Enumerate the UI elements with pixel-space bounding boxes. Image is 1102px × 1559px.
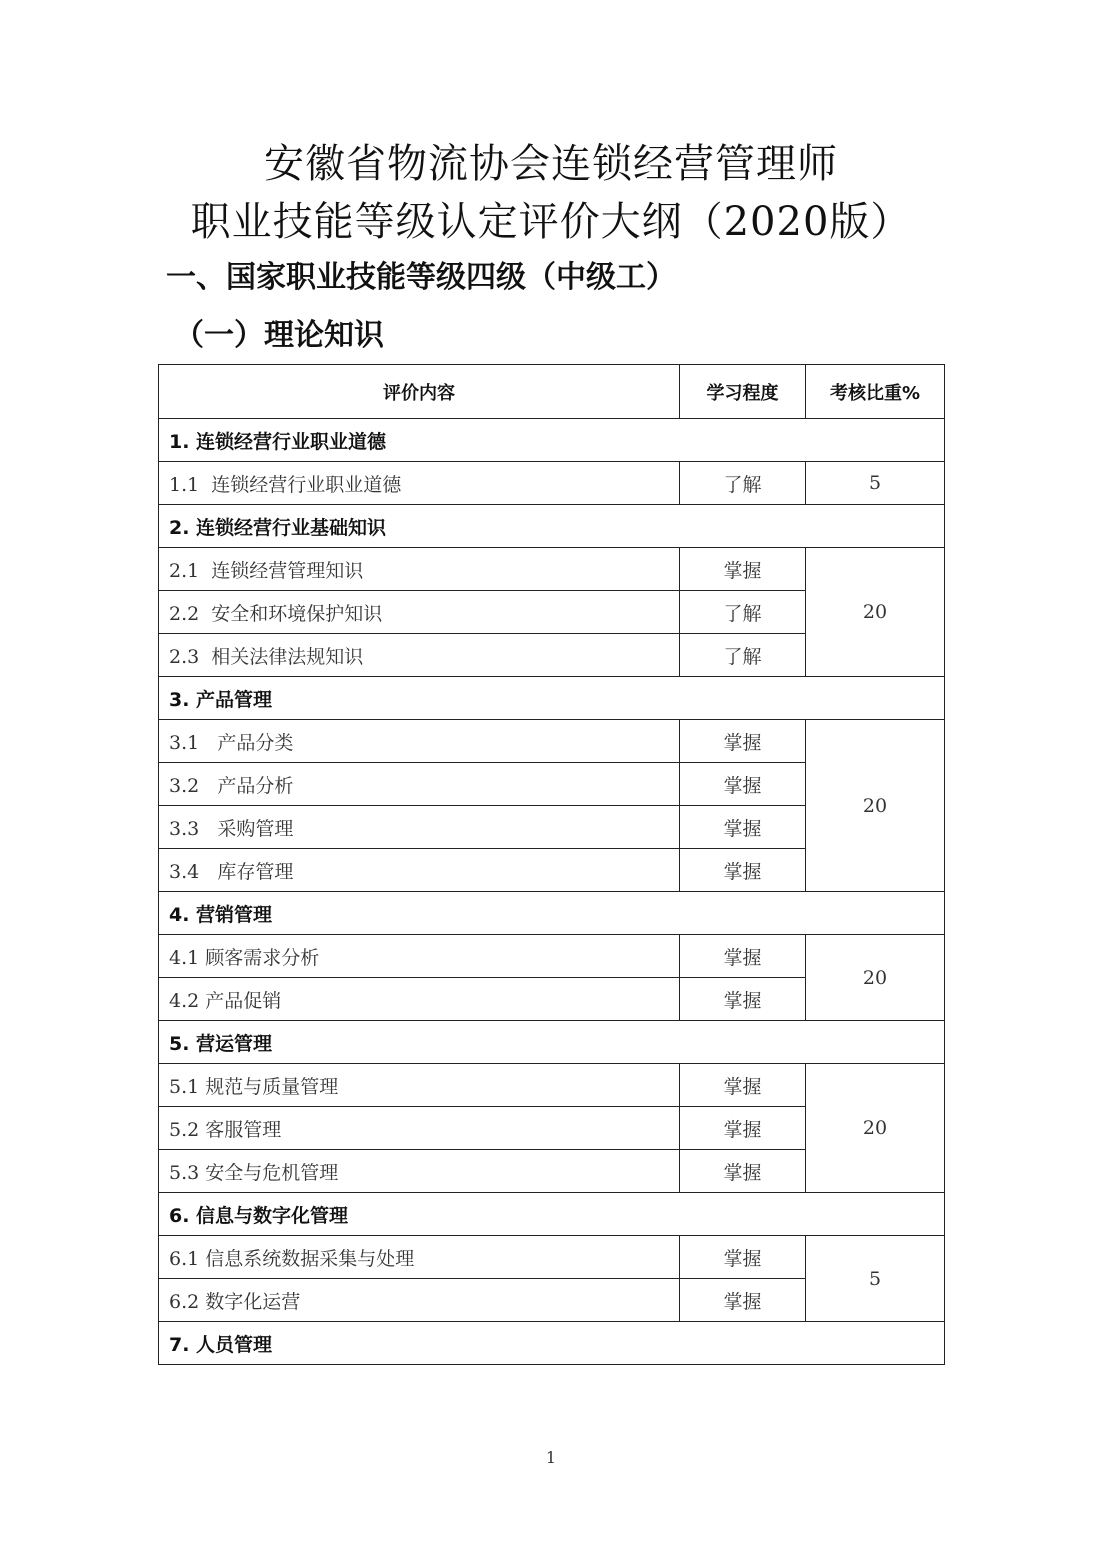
item-level: 掌握 (680, 720, 806, 763)
header-content: 评价内容 (159, 365, 680, 419)
document-title-line2: 职业技能等级认定评价大纲（2020版） (190, 199, 912, 245)
item-level: 了解 (680, 462, 806, 505)
section-weight: 5 (806, 1236, 945, 1322)
table-body (159, 419, 945, 1365)
header-level: 学习程度 (680, 365, 806, 419)
item-content: 5.1 规范与质量管理 (159, 1064, 680, 1107)
item-level: 掌握 (680, 978, 806, 1021)
section-weight: 5 (806, 462, 945, 505)
item-content: 2.2 安全和环境保护知识 (159, 591, 680, 634)
section-title: 1. 连锁经营行业职业道德 (159, 419, 945, 462)
item-content: 5.2 客服管理 (159, 1107, 680, 1150)
item-content: 3.2 产品分析 (159, 763, 680, 806)
section-title: 2. 连锁经营行业基础知识 (159, 505, 945, 548)
section-title: 7. 人员管理 (159, 1322, 945, 1365)
section-title: 4. 营销管理 (159, 892, 945, 935)
section-row (159, 1193, 945, 1236)
page-number: 1 (545, 1448, 557, 1467)
item-content: 1.1 连锁经营行业职业道德 (159, 462, 680, 505)
item-content: 2.1 连锁经营管理知识 (159, 548, 680, 591)
table-header-row (159, 365, 945, 419)
syllabus-table (158, 364, 945, 1365)
item-content: 3.3 采购管理 (159, 806, 680, 849)
table-row (159, 720, 945, 763)
section-title: 3. 产品管理 (159, 677, 945, 720)
item-content: 6.1 信息系统数据采集与处理 (159, 1236, 680, 1279)
header-weight: 考核比重% (806, 365, 945, 419)
section-title: 5. 营运管理 (159, 1021, 945, 1064)
section-weight: 20 (806, 935, 945, 1021)
section-title: 6. 信息与数字化管理 (159, 1193, 945, 1236)
section-weight: 20 (806, 548, 945, 677)
table-row (159, 462, 945, 505)
section-weight: 20 (806, 1064, 945, 1193)
table-row (159, 1064, 945, 1107)
item-level: 掌握 (680, 1279, 806, 1322)
section-heading: 一、国家职业技能等级四级（中级工） (166, 260, 676, 295)
item-content: 3.1 产品分类 (159, 720, 680, 763)
item-content: 5.3 安全与危机管理 (159, 1150, 680, 1193)
section-row (159, 677, 945, 720)
item-level: 掌握 (680, 1064, 806, 1107)
item-level: 掌握 (680, 1150, 806, 1193)
item-content: 3.4 库存管理 (159, 849, 680, 892)
item-content: 4.2 产品促销 (159, 978, 680, 1021)
item-level: 掌握 (680, 548, 806, 591)
item-level: 掌握 (680, 806, 806, 849)
document-title-line1: 安徽省物流协会连锁经营管理师 (264, 141, 838, 187)
table-row (159, 548, 945, 591)
section-row (159, 419, 945, 462)
item-level: 掌握 (680, 763, 806, 806)
section-weight: 20 (806, 720, 945, 892)
item-content: 2.3 相关法律法规知识 (159, 634, 680, 677)
item-content: 4.1 顾客需求分析 (159, 935, 680, 978)
section-row (159, 1322, 945, 1365)
item-level: 掌握 (680, 1236, 806, 1279)
item-level: 了解 (680, 634, 806, 677)
subsection-heading: （一）理论知识 (174, 318, 384, 353)
item-level: 了解 (680, 591, 806, 634)
item-level: 掌握 (680, 1107, 806, 1150)
item-level: 掌握 (680, 935, 806, 978)
item-level: 掌握 (680, 849, 806, 892)
item-content: 6.2 数字化运营 (159, 1279, 680, 1322)
table-row (159, 935, 945, 978)
section-row (159, 892, 945, 935)
section-row (159, 505, 945, 548)
section-row (159, 1021, 945, 1064)
table-row (159, 1236, 945, 1279)
